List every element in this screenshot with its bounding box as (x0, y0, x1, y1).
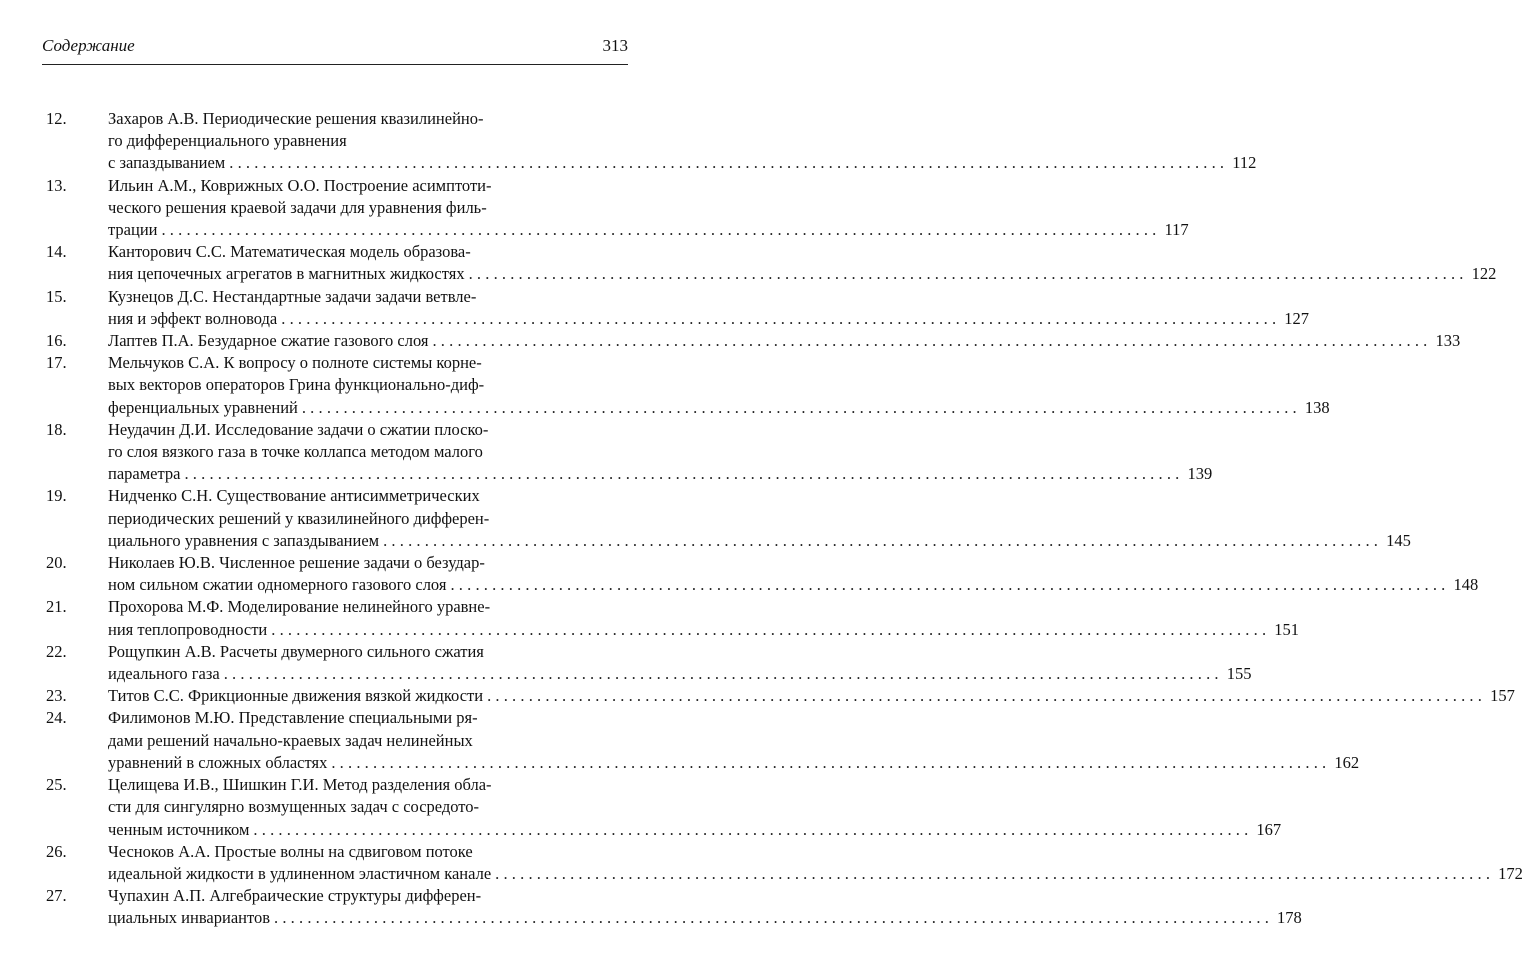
toc-entry-number: 14. (46, 242, 67, 262)
toc-entry-line: циального уравнения с запаздыванием (108, 530, 380, 550)
toc-entry-number: 27. (46, 886, 67, 906)
toc-entry-line: Николаев Ю.В. Численное решение задачи о безудар- (108, 553, 485, 573)
leader-dots: ........................................................................................................................ (274, 908, 1274, 928)
leader-dots: ........................................................................................................................ (432, 331, 1432, 351)
toc-entry-last-line (108, 663, 1251, 685)
toc-entry-text (108, 596, 1299, 640)
toc-entry-last-line (108, 619, 1299, 641)
toc-entry (46, 685, 1515, 707)
toc-entry-line: ференциальных уравнений (108, 397, 298, 417)
toc-entry-line: Титов С.С. Фрикционные движения вязкой жидкости (108, 686, 484, 706)
toc-entry-last-line (108, 685, 1515, 707)
leader-dots: ........................................................................................................................ (487, 686, 1487, 706)
toc-entry-last-line (108, 863, 1523, 885)
toc-entry-line: ния и эффект волновода (108, 308, 278, 328)
running-header (42, 34, 628, 65)
toc-entry-page: 167 (1256, 819, 1282, 839)
toc-entry-line: ченным источником (108, 819, 250, 839)
leader-dots: ........................................................................................................................ (271, 619, 1271, 639)
leader-dots: ........................................................................................................................ (450, 575, 1450, 595)
toc-entry (46, 552, 1479, 596)
toc-entry-text (108, 885, 1302, 929)
toc-entry-text (108, 552, 1478, 596)
toc-entry-number: 26. (46, 841, 67, 861)
toc-entry-page: 139 (1187, 464, 1213, 484)
toc-entry-line: Прохорова М.Ф. Моделирование нелинейного уравне- (108, 597, 491, 617)
toc-entry-number: 19. (46, 486, 67, 506)
toc-entry-page: 145 (1386, 530, 1411, 550)
toc-entry-last-line (108, 152, 1256, 174)
toc-entry-last-line (108, 907, 1302, 929)
toc-entry-text (108, 685, 1515, 707)
toc-entry-number: 22. (46, 641, 67, 661)
toc-entry-text (108, 286, 1309, 330)
leader-dots: ........................................................................................................................ (468, 264, 1468, 284)
toc-entry-last-line (108, 219, 1189, 241)
leader-dots: ........................................................................................................................ (331, 752, 1331, 772)
toc-entry (46, 241, 1497, 285)
leader-dots: ........................................................................................................................ (281, 308, 1281, 328)
toc-entry-line: периодических решений у квазилинейного дифферен- (108, 508, 490, 528)
toc-entry-text (108, 175, 1189, 242)
toc-entry-line: Филимонов М.Ю. Представление специальными ря- (108, 708, 478, 728)
toc-entry-line: ном сильном сжатии одномерного газового слоя (108, 575, 447, 595)
toc-entry-number: 23. (46, 686, 67, 706)
toc-entry (46, 596, 1300, 640)
toc-entry-page: 157 (1490, 686, 1515, 706)
leader-dots: ........................................................................................................................ (161, 220, 1161, 240)
toc-entry-last-line (108, 263, 1496, 285)
toc-entry (46, 641, 1252, 685)
toc-entry-page: 112 (1232, 153, 1257, 173)
toc-entry (46, 286, 1310, 330)
toc-entry-line: уравнений в сложных областях (108, 752, 328, 772)
toc-entry-text (108, 485, 1411, 552)
toc-entry-line: циальных инвариантов (108, 908, 271, 928)
toc-entry-page: 162 (1334, 752, 1360, 772)
toc-entry-text (108, 641, 1251, 685)
toc-entry-line: го дифференциального уравнения (108, 131, 347, 151)
leader-dots: ........................................................................................................................ (223, 664, 1223, 684)
toc-entry-line: Чесноков А.А. Простые волны на сдвиговом потоке (108, 841, 473, 861)
toc-entry (46, 175, 1189, 242)
toc-entry-line: Кузнецов Д.С. Нестандартные задачи задачи ветвле- (108, 286, 477, 306)
toc-entry-page: 178 (1277, 908, 1302, 928)
toc-entry-page: 138 (1304, 397, 1330, 417)
leader-dots: ........................................................................................................................ (495, 863, 1495, 883)
toc-entry (46, 330, 1461, 352)
toc-entry (46, 352, 1330, 419)
toc-entry-number: 25. (46, 775, 67, 795)
toc-entry-number: 15. (46, 286, 67, 306)
table-of-contents (46, 108, 1523, 930)
toc-entry-number: 16. (46, 331, 67, 351)
toc-entry-line: Мельчуков С.А. К вопросу о полноте системы корне- (108, 353, 482, 373)
toc-entry-page: 122 (1471, 264, 1497, 284)
toc-entry-text (108, 108, 1256, 175)
toc-entry-text (108, 330, 1460, 352)
toc-entry-number: 20. (46, 553, 67, 573)
toc-entry-line: ния цепочечных агрегатов в магнитных жидкостях (108, 264, 465, 284)
toc-entry-text (108, 774, 1281, 841)
toc-entry (46, 707, 1360, 774)
toc-entry-line: Канторович С.С. Математическая модель образова- (108, 242, 471, 262)
toc-entry-number: 17. (46, 353, 67, 373)
toc-entry-text (108, 841, 1523, 885)
toc-entry-line: Чупахин А.П. Алгебраические структуры дифферен- (108, 886, 482, 906)
toc-entry-line: ческого решения краевой задачи для уравнения филь- (108, 197, 487, 217)
toc-entry-number: 21. (46, 597, 67, 617)
toc-entry-number: 12. (46, 109, 67, 128)
toc-entry-line: Захаров А.В. Периодические решения квазилинейно- (108, 109, 484, 128)
leader-dots: ........................................................................................................................ (301, 397, 1301, 417)
toc-entry-page: 155 (1226, 664, 1252, 684)
toc-entry (46, 841, 1523, 885)
toc-entry-text (108, 352, 1330, 419)
toc-entry-page: 133 (1435, 331, 1461, 351)
toc-entry-text (108, 419, 1212, 486)
toc-entry-last-line (108, 530, 1411, 552)
toc-entry-page: 151 (1274, 619, 1300, 639)
toc-entry-last-line (108, 819, 1281, 841)
toc-entry (46, 485, 1411, 552)
toc-entry-page: 127 (1284, 308, 1310, 328)
toc-entry-page: 172 (1498, 863, 1523, 883)
leader-dots: ........................................................................................................................ (229, 153, 1229, 173)
toc-entry-line: вых векторов операторов Грина функционально-диф- (108, 375, 485, 395)
toc-entry-line: дами решений начально-краевых задач нелинейных (108, 730, 473, 750)
toc-entry-line: Целищева И.В., Шишкин Г.И. Метод разделения обла- (108, 775, 492, 795)
toc-entry-line: параметра (108, 464, 181, 484)
toc-entry-line: Рощупкин А.В. Расчеты двумерного сильного сжатия (108, 641, 484, 661)
toc-entry-line: идеального газа (108, 664, 220, 684)
toc-entry-line: с запаздыванием (108, 153, 226, 173)
toc-entry (46, 885, 1302, 929)
toc-entry-last-line (108, 308, 1309, 330)
toc-entry (46, 419, 1213, 486)
toc-entry-text (108, 707, 1359, 774)
toc-entry-line: Лаптев П.А. Безударное сжатие газового слоя (108, 331, 429, 351)
toc-entry-line: ния теплопроводности (108, 619, 268, 639)
toc-entry-line: го слоя вязкого газа в точке коллапса методом малого (108, 442, 483, 462)
toc-entry (46, 774, 1282, 841)
toc-entry-number: 13. (46, 175, 67, 195)
toc-entry-line: идеальной жидкости в удлиненном эластичном канале (108, 863, 492, 883)
toc-entry-last-line (108, 752, 1359, 774)
page-number: 313 (602, 36, 628, 55)
toc-entry-line: трации (108, 220, 158, 240)
toc-entry-number: 24. (46, 708, 67, 728)
toc-entry-line: Неудачин Д.И. Исследование задачи о сжатии плоско- (108, 419, 489, 439)
leader-dots: ........................................................................................................................ (184, 464, 1184, 484)
running-title: Содержание (42, 36, 135, 55)
toc-entry-page: 148 (1453, 575, 1479, 595)
toc-entry-last-line (108, 397, 1330, 419)
toc-entry-number: 18. (46, 419, 67, 439)
toc-entry-line: Нидченко С.Н. Существование антисимметрических (108, 486, 480, 506)
toc-entry-last-line (108, 574, 1478, 596)
leader-dots: ........................................................................................................................ (253, 819, 1253, 839)
toc-entry-line: сти для сингулярно возмущенных задач с сосредото- (108, 797, 480, 817)
toc-entry-text (108, 241, 1496, 285)
toc-entry-last-line (108, 463, 1212, 485)
toc-entry-last-line (108, 330, 1460, 352)
toc-entry (46, 108, 1257, 175)
leader-dots: ........................................................................................................................ (383, 530, 1383, 550)
toc-entry-page: 117 (1164, 220, 1189, 240)
toc-entry-line: Ильин А.М., Коврижных О.О. Построение асимптоти- (108, 175, 492, 195)
